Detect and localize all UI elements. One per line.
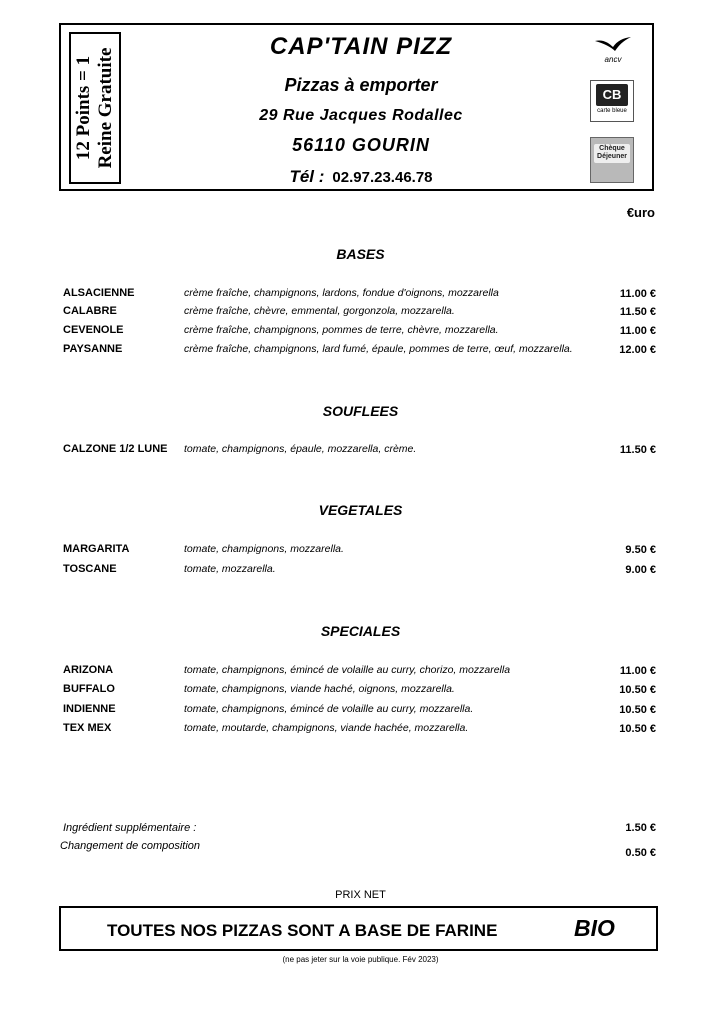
ancv-text: ancv xyxy=(604,55,622,64)
item-price: 11.00 € xyxy=(619,665,656,677)
item-description: tomate, mozzarella. xyxy=(184,563,276,575)
ancv-logo xyxy=(588,35,638,69)
cheque-line-1: Chèque xyxy=(599,145,625,152)
item-name: ALSACIENNE xyxy=(63,287,135,299)
extra-ingredient-label: Ingrédient supplémentaire : xyxy=(63,822,197,834)
restaurant-subtitle: Pizzas à emporter xyxy=(284,75,438,95)
carte-bleue-logo xyxy=(590,80,634,122)
loyalty-line-2: Reine Gratuite xyxy=(95,47,116,169)
phone-number: 02.97.23.46.78 xyxy=(332,169,433,186)
bio-label: BIO xyxy=(574,915,615,941)
item-name: CALZONE 1/2 LUNE xyxy=(63,443,168,455)
cheque-dejeuner-logo xyxy=(590,137,634,183)
section-title-vegetales: VEGETALES xyxy=(318,502,403,518)
item-description: tomate, champignons, émincé de volaille au curry, mozzarella. xyxy=(184,703,474,715)
item-name: INDIENNE xyxy=(63,703,116,715)
item-description: crème fraîche, champignons, lard fumé, épaule, pommes de terre, œuf, mozzarella. xyxy=(184,343,573,355)
footer-banner xyxy=(59,906,658,951)
restaurant-phone xyxy=(151,167,571,187)
menu-item xyxy=(63,343,658,359)
loyalty-line-1: 12 Points = 1 xyxy=(73,55,94,161)
restaurant-address: 29 Rue Jacques Rodallec xyxy=(259,107,463,124)
menu-item xyxy=(63,664,658,680)
menu-item xyxy=(63,563,658,579)
item-description: tomate, moutarde, champignons, viande hachée, mozzarella. xyxy=(184,722,469,734)
phone-label: Tél : xyxy=(289,167,325,186)
item-name: ARIZONA xyxy=(63,664,114,676)
item-price: 10.50 € xyxy=(619,723,656,735)
item-description: tomate, champignons, mozzarella. xyxy=(184,543,344,555)
menu-item xyxy=(63,324,658,340)
item-description: tomate, champignons, viande haché, oignons, mozzarella. xyxy=(184,683,455,695)
item-price: 12.00 € xyxy=(619,344,656,356)
item-description: tomate, champignons, épaule, mozzarella, crème. xyxy=(184,443,417,455)
bird-icon xyxy=(593,35,633,55)
menu-item xyxy=(63,305,658,321)
restaurant-city: 56110 GOURIN xyxy=(292,135,430,155)
item-price: 11.00 € xyxy=(619,325,656,337)
cheque-inner xyxy=(594,144,630,163)
item-price: 11.50 € xyxy=(619,306,656,318)
item-description: crème fraîche, chèvre, emmental, gorgonzola, mozzarella. xyxy=(184,305,455,317)
menu-item xyxy=(63,443,658,459)
item-description: crème fraîche, champignons, pommes de terre, chèvre, mozzarella. xyxy=(184,324,499,336)
cb-mark: CB xyxy=(596,84,628,106)
composition-change-price: 0.50 € xyxy=(625,847,656,859)
item-name: CEVENOLE xyxy=(63,324,124,336)
item-price: 10.50 € xyxy=(619,704,656,716)
menu-item xyxy=(63,722,658,738)
item-name: TOSCANE xyxy=(63,563,117,575)
item-price: 11.00 € xyxy=(619,288,656,300)
item-name: BUFFALO xyxy=(63,683,115,695)
loyalty-text xyxy=(73,48,117,169)
item-description: crème fraîche, champignons, lardons, fondue d'oignons, mozzarella xyxy=(184,287,499,299)
footer-text: TOUTES NOS PIZZAS SONT A BASE DE FARINE xyxy=(107,921,498,940)
header-box xyxy=(59,23,654,191)
item-description: tomate, champignons, émincé de volaille au curry, chorizo, mozzarella xyxy=(184,664,511,676)
loyalty-box xyxy=(69,32,121,184)
menu-item xyxy=(63,543,658,559)
prix-net-label: PRIX NET xyxy=(335,889,386,901)
item-name: TEX MEX xyxy=(63,722,112,734)
extra-ingredient-price: 1.50 € xyxy=(625,822,656,834)
section-title-souflees: SOUFLEES xyxy=(322,403,399,419)
composition-change-label: Changement de composition xyxy=(60,840,201,852)
item-price: 11.50 € xyxy=(619,444,656,456)
item-name: PAYSANNE xyxy=(63,343,123,355)
item-name: MARGARITA xyxy=(63,543,130,555)
cb-text: carte bleue xyxy=(597,108,627,114)
section-title-speciales: SPECIALES xyxy=(320,623,401,639)
item-price: 10.50 € xyxy=(619,684,656,696)
restaurant-name: CAP'TAIN PIZZ xyxy=(269,33,453,60)
menu-item xyxy=(63,703,658,719)
menu-item xyxy=(63,287,658,303)
item-price: 9.00 € xyxy=(625,564,656,576)
menu-item xyxy=(63,683,658,699)
currency-label: €uro xyxy=(626,205,655,220)
item-name: CALABRE xyxy=(63,305,117,317)
section-title-bases: BASES xyxy=(336,246,385,262)
cheque-line-2: Déjeuner xyxy=(597,153,627,160)
item-price: 9.50 € xyxy=(625,544,656,556)
footer-note: (ne pas jeter sur la voie publique. Fév 2023) xyxy=(282,955,439,964)
